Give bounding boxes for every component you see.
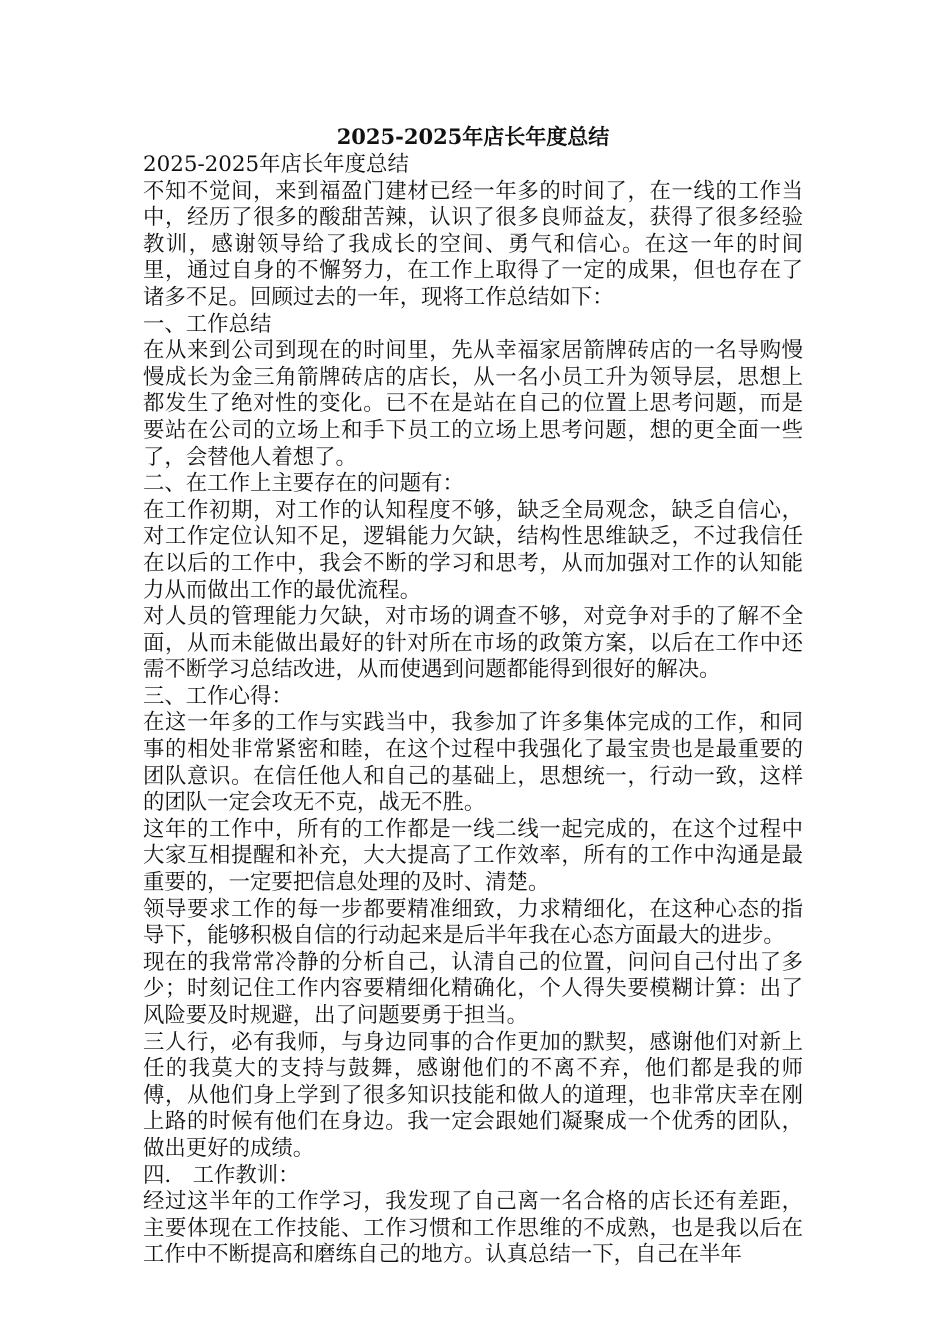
paragraph-experience-2: 这年的工作中，所有的工作都是一线二线一起完成的，在这个过程中大家互相提醒和补充，大大提高了工作效率，所有的工作中沟通是最重要的，一定要把信息处理的及时、清楚。: [143, 816, 803, 896]
paragraph-lessons-1: 经过这半年的工作学习，我发现了自己离一名合格的店长还有差距，主要体现在工作技能、工作习惯和工作思维的不成熟，也是我以后在工作中不断提高和磨练自己的地方。认真总结一下，自己在半年: [143, 1189, 803, 1268]
section-heading-experience: 三、工作心得：: [143, 683, 293, 709]
document-body: [143, 152, 803, 1269]
subtitle-line: 2025-2025年店长年度总结: [143, 152, 409, 177]
paragraph-experience-4: 现在的我常常冷静的分析自己，认清自己的位置，问问自己付出了多少；时刻记住工作内容要精细化精确化，个人得失要模糊计算：出了风险要及时规避，出了问题要勇于担当。: [143, 949, 803, 1028]
section-heading-work-summary: 一、工作总结: [143, 311, 272, 337]
paragraph-experience-5: 三人行，必有我师，与身边同事的合作更加的默契，感谢他们对新上任的我莫大的支持与鼓舞，感谢他们的不离不弃，他们都是我的师傅，从他们身上学到了很多知识技能和做人的道理，也非常庆幸在刚上路的时候有他们在身边。我一定会跟她们凝聚成一个优秀的团队，做出更好的成绩。: [143, 1029, 803, 1161]
intro-paragraph: 不知不觉间，来到福盈门建材已经一年多的时间了，在一线的工作当中，经历了很多的酸甜苦辣，认识了很多良师益友，获得了很多经验教训，感谢领导给了我成长的空间、勇气和信心。在这一年的时间里，通过自身的不懈努力，在工作上取得了一定的成果，但也存在了诸多不足。回顾过去的一年，现将工作总结如下：: [143, 178, 803, 310]
paragraph-problems-2: 对人员的管理能力欠缺，对市场的调查不够，对竞争对手的了解不全面，从而未能做出最好的针对所在市场的政策方案，以后在工作中还需不断学习总结改进，从而使遇到问题都能得到很好的解决。: [143, 604, 803, 683]
paragraph-experience-3: 领导要求工作的每一步都要精准细致，力求精细化，在这种心态的指导下，能够积极自信的行动起来是后半年我在心态方面最大的进步。: [143, 896, 803, 949]
document-page: [143, 122, 803, 1269]
paragraph-problems-1: 在工作初期，对工作的认知程度不够，缺乏全局观念，缺乏自信心，对工作定位认知不足，逻辑能力欠缺，结构性思维缺乏，不过我信任在以后的工作中，我会不断的学习和思考，从而加强对工作的认知能力从而做出工作的最优流程。: [143, 497, 803, 603]
paragraph-work-summary: 在从来到公司到现在的时间里，先从幸福家居箭牌砖店的一名导购慢慢成长为金三角箭牌砖店的店长，从一名小员工升为领导层，思想上都发生了绝对性的变化。已不在是站在自己的位置上思考问题，而是要站在公司的立场上和手下员工的立场上思考问题，想的更全面一些了，会替他人着想了。: [143, 338, 803, 470]
section-heading-lessons: 四. 工作教训：: [143, 1162, 300, 1188]
section-heading-problems: 二、在工作上主要存在的问题有：: [143, 471, 464, 497]
document-title: 2025-2025年店长年度总结: [336, 124, 610, 149]
paragraph-experience-1: 在这一年多的工作与实践当中，我参加了许多集体完成的工作，和同事的相处非常紧密和睦，在这个过程中我强化了最宝贵也是最重要的团队意识。在信任他人和自己的基础上，思想统一，行动一致，这样的团队一定会攻无不克，战无不胜。: [143, 710, 803, 816]
